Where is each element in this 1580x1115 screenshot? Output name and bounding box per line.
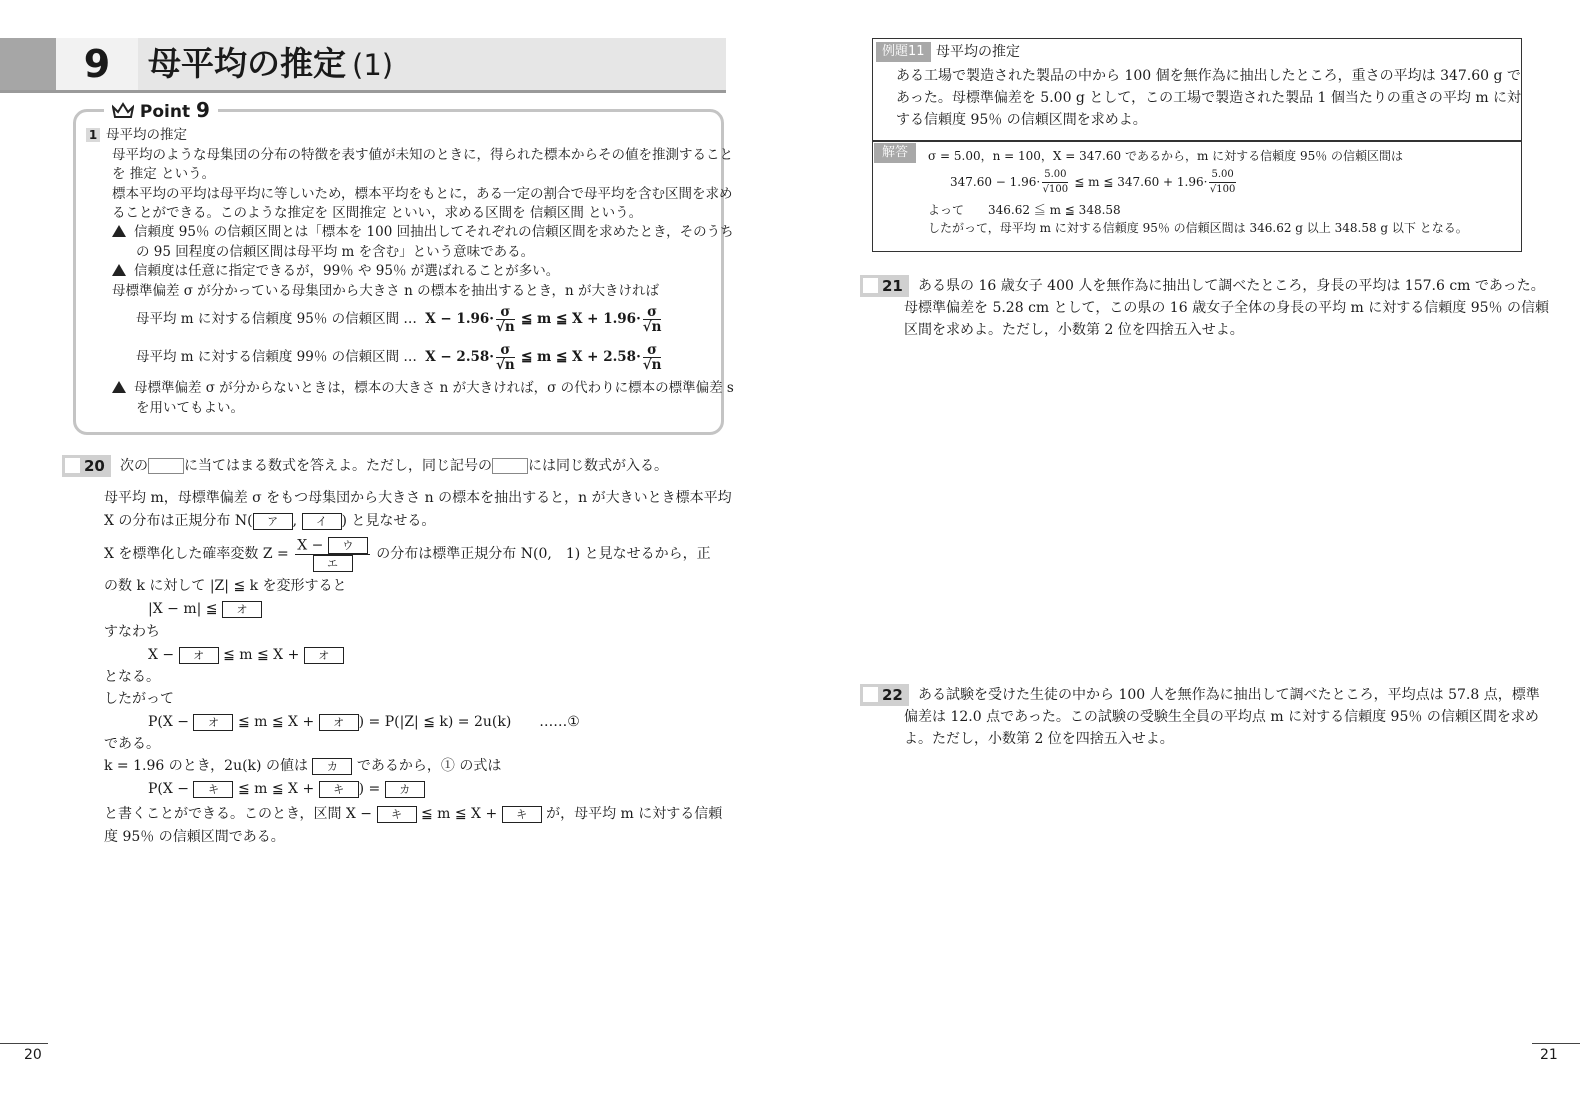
blank-ki[interactable]: キ — [193, 781, 233, 798]
blank-ka[interactable]: カ — [385, 781, 425, 798]
answer-line: よって 346.62 ≦ m ≦ 348.58 — [928, 203, 1121, 217]
point-line: 母平均のような母集団の分布の特徴を表す値が未知のときに，得られた標本からその値を推測すること — [112, 147, 733, 163]
example-title: 母平均の推定 — [936, 44, 1020, 60]
blank-ki[interactable]: キ — [377, 806, 417, 823]
p20-line: P(X − オ ≦ m ≦ X + オ ) = P(|Z| ≦ k) = 2u(k) ……① — [148, 714, 580, 730]
problem-21-tag: 21 — [860, 275, 909, 297]
p20-line: したがって — [104, 691, 174, 707]
p20-line: 度 95％ の信頼区間である。 — [104, 829, 285, 845]
blank-o[interactable]: オ — [304, 647, 344, 664]
checkbox[interactable] — [863, 278, 878, 293]
p20-line: X − オ ≦ m ≦ X + オ — [148, 645, 344, 665]
point-warning: 母標準偏差 σ が分からないときは，標本の大きさ n が大きければ，σ の代わりに標本の標準偏差 s — [112, 378, 734, 398]
formula-95: 母平均 m に対する信頼度 95％ の信頼区間 … X − 1.96· $\frac{\sigma}{√n}$ ≦ m ≦ X + 1.96· $\frac{\sigma}{√n}$ — [136, 304, 662, 335]
point-warning: 信頼度 95％ の信頼区間とは「標本を 100 回抽出してそれぞれの信頼区間を求めたとき，そのうち — [112, 222, 734, 242]
problem-20-tag: 20 — [62, 455, 111, 477]
point-section-title: 1 母平均の推定 — [86, 125, 187, 145]
p20-line: k = 1.96 のとき，2u(k) の値は カ であるから，① の式は — [104, 758, 502, 774]
answer-line: σ = 5.00，n = 100，X = 347.60 であるから，m に対する信頼度 95％ の信頼区間は — [928, 149, 1404, 163]
blank-o[interactable]: オ — [319, 714, 359, 731]
page-rule-right — [1532, 1043, 1580, 1044]
p20-line: |X − m| ≦ オ — [148, 599, 262, 619]
blank-example — [148, 458, 184, 474]
p22-line: よ。ただし，小数第 2 位を四捨五入せよ。 — [904, 731, 1174, 747]
warning-icon — [112, 381, 126, 393]
p20-line: X を標準化した確率変数 Z = $\frac{\text{X − ウ}}{\text{エ}}$ の分布は標準正規分布 N(0, 1) と見なせるから，正 — [104, 537, 711, 570]
blank-ki[interactable]: キ — [319, 781, 359, 798]
p21-line: ある県の 16 歳女子 400 人を無作為に抽出して調べたところ，身長の平均は 157.6 cm であった。 — [918, 278, 1545, 294]
point-line: ることができる。このような推定を 区間推定 といい，求める区間を 信頼区間 という。 — [112, 205, 643, 221]
p20-line: すなわち — [104, 624, 160, 640]
blank-ki[interactable]: キ — [502, 806, 542, 823]
chapter-title: 母平均の推定 (1) — [148, 44, 394, 83]
chapter-number: 9 — [56, 38, 138, 90]
section-number: 1 — [86, 128, 100, 142]
checkbox[interactable] — [863, 687, 878, 702]
p20-line: P(X − キ ≦ m ≦ X + キ ) = カ — [148, 779, 425, 799]
point-line: 標本平均の平均は母平均に等しいため，標本平均をもとに，ある一定の割合で母平均を含む区間を求め — [112, 186, 733, 202]
point-line: を 推定 という。 — [112, 166, 216, 182]
answer-line: 347.60 − 1.96· $\frac{5.00}{√100}$ ≦ m ≦ 347.60 + 1.96· $\frac{5.00}{√100}$ — [950, 169, 1236, 195]
blank-i[interactable]: イ — [302, 513, 342, 530]
p21-line: 母標準偏差を 5.28 cm として，この県の 16 歳女子全体の身長の平均 m に対する信頼度 95％ の信頼 — [904, 300, 1549, 316]
point-lead: 母標準偏差 σ が分かっている母集団から大きさ n の標本を抽出するとき，n が大きければ — [112, 283, 660, 299]
checkbox[interactable] — [65, 458, 80, 473]
chapter-header-tab — [0, 38, 56, 90]
blank-u[interactable]: ウ — [328, 537, 368, 554]
example-line: ある工場で製造された製品の中から 100 個を無作為に抽出したところ，重さの平均は 347.60 g で — [896, 68, 1521, 84]
example-line: あった。母標準偏差を 5.00 g として，この工場で製造された製品 1 個当たりの重さの平均 m に対 — [896, 90, 1522, 106]
crown-icon — [112, 102, 134, 118]
formula-99: 母平均 m に対する信頼度 99％ の信頼区間 … X − 2.58· $\frac{\sigma}{√n}$ ≦ m ≦ X + 2.58· $\frac{\sigma}{√n}$ — [136, 342, 662, 373]
p22-line: ある試験を受けた生徒の中から 100 人を無作為に抽出して調べたところ，平均点は 57.8 点，標準 — [918, 687, 1540, 703]
blank-o[interactable]: オ — [179, 647, 219, 664]
p20-line: と書くことができる。このとき，区間 X − キ ≦ m ≦ X + キ が，母平均 m に対する信頼 — [104, 806, 723, 822]
page-number-left: 20 — [24, 1047, 42, 1063]
p20-line: の数 k に対して |Z| ≦ k を変形すると — [104, 578, 347, 594]
problem-20-intro: 次の に当てはまる数式を答えよ。ただし，同じ記号の には同じ数式が入る。 — [120, 458, 668, 474]
warning-icon — [112, 225, 126, 237]
p22-line: 偏差は 12.0 点であった。この試験の受験生全員の平均点 m に対する信頼度 95％ の信頼区間を求め — [904, 709, 1539, 725]
blank-e[interactable]: エ — [313, 555, 353, 572]
blank-o[interactable]: オ — [193, 714, 233, 731]
example-line: する信頼度 95％ の信頼区間を求めよ。 — [896, 112, 1147, 128]
point-warning: 信頼度は任意に指定できるが，99％ や 95％ が選ばれることが多い。 — [112, 261, 559, 281]
p20-line: X の分布は正規分布 N( ア , イ ) と見なせる。 — [104, 513, 436, 529]
example-divider — [873, 140, 1521, 142]
p21-line: 区間を求めよ。ただし，小数第 2 位を四捨五入せよ。 — [904, 322, 1244, 338]
page-rule-left — [0, 1043, 48, 1044]
chapter-header — [0, 38, 726, 93]
problem-22-tag: 22 — [860, 684, 909, 706]
blank-a[interactable]: ア — [253, 513, 293, 530]
blank-ka[interactable]: カ — [312, 758, 352, 775]
p20-line: となる。 — [104, 669, 160, 685]
example-label: 例題11 — [876, 42, 931, 62]
answer-label: 解答 — [874, 143, 916, 163]
point-warning-cont: を用いてもよい。 — [136, 400, 244, 416]
point-warning-cont: の 95 回程度の信頼区間は母平均 m を含む」という意味である。 — [136, 244, 535, 260]
p20-line: 母平均 m，母標準偏差 σ をもつ母集団から大きさ n の標本を抽出すると，n が大きいとき標本平均 — [104, 490, 732, 506]
point-label: Point 9 — [104, 98, 218, 124]
blank-example — [492, 458, 528, 474]
warning-icon — [112, 264, 126, 276]
answer-line: したがって，母平均 m に対する信頼度 95％ の信頼区間は 346.62 g 以上 348.58 g 以下 となる。 — [928, 221, 1468, 235]
blank-o[interactable]: オ — [222, 601, 262, 618]
page-number-right: 21 — [1540, 1047, 1558, 1063]
p20-line: である。 — [104, 736, 160, 752]
